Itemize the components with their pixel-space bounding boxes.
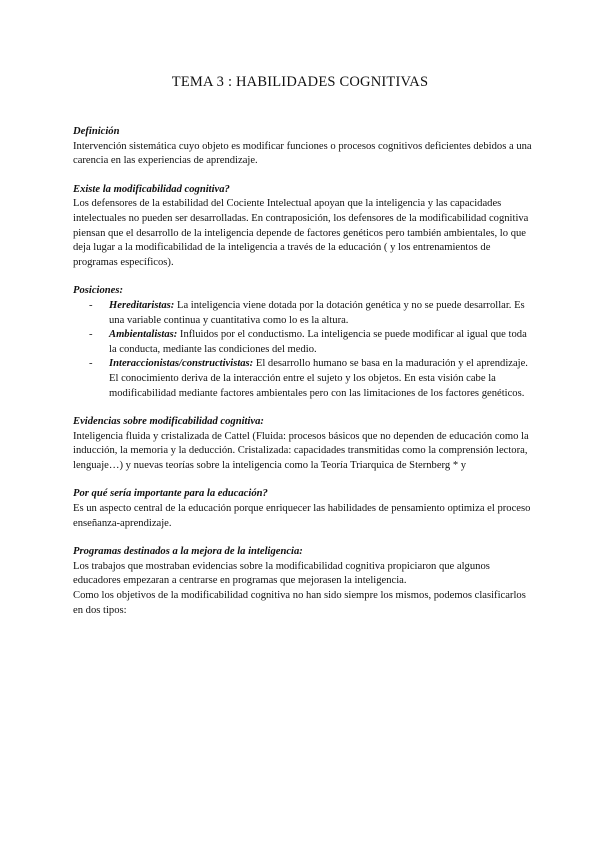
heading-definicion: Definición — [73, 126, 120, 137]
list-dash: - — [89, 358, 93, 370]
list-item — [73, 299, 533, 328]
heading-importante: Por qué sería importante para la educación? — [73, 488, 268, 500]
section-importante — [73, 487, 533, 531]
heading-programas: Programas destinados a la mejora de la inteligencia: — [73, 546, 303, 558]
document-body — [73, 125, 533, 632]
term-interaccionistas: Interaccionistas/constructivistas: — [109, 358, 254, 370]
list-dash: - — [89, 299, 93, 311]
section-definicion — [73, 125, 533, 169]
text-importante: Es un aspecto central de la educación porque enriquecer las habilidades de pensamiento optimiza el proceso enseñanza-aprendizaje. — [73, 503, 531, 529]
text-evidencias: Inteligencia fluida y cristalizada de Cattel (Fluida: procesos básicos que no dependen de educación como la inducción, la memoria y la deducción. Cristalizada: capacidades transmitidas como la comprensión lectora, lenguaje…) y nuevas teorías sobre la inteligencia como la Teoría Triarquica de Sternberg * y — [73, 430, 529, 471]
positions-list — [73, 299, 533, 401]
heading-evidencias: Evidencias sobre modificabilidad cognitiva: — [73, 416, 264, 428]
heading-existe: Existe la modificabilidad cognitiva? — [73, 183, 230, 195]
section-existe — [73, 183, 533, 271]
text-programas-1: Los trabajos que mostraban evidencias sobre la modificabilidad cognitiva propiciaron que algunos educadores empezaran a centrarse en programas que mejorasen la inteligencia. — [73, 560, 490, 587]
text-ambientalistas: Influidos por el conductismo. La inteligencia se puede modificar al igual que toda la conducta, mediante las condiciones del medio. — [109, 329, 527, 355]
section-posiciones — [73, 284, 533, 401]
term-hereditaristas: Hereditaristas: — [109, 299, 175, 311]
text-definicion: Intervención sistemática cuyo objeto es modificar funciones o procesos cognitivos deficientes debidos a una carencia en las experiencias de aprendizaje. — [73, 140, 532, 167]
term-ambientalistas: Ambientalistas: — [109, 329, 178, 341]
list-item — [73, 357, 533, 401]
list-dash: - — [89, 329, 93, 341]
heading-posiciones: Posiciones: — [73, 285, 124, 297]
section-evidencias — [73, 415, 533, 473]
page-title: TEMA 3 : HABILIDADES COGNITIVAS — [171, 74, 429, 90]
text-programas-2: Como los objetivos de la modificabilidad cognitiva no han sido siempre los mismos, podemos clasificarlos en dos tipos: — [73, 590, 526, 616]
text-interaccionistas: El desarrollo humano se basa en la maduración y el aprendizaje. El conocimiento deriva de la interacción entre el sujeto y los objetos. En esta visión cabe la modificabilidad mediante factores ambientales pero con las limitaciones de los factores genéticos. — [109, 358, 528, 399]
text-existe: Los defensores de la estabilidad del Cociente Intelectual apoyan que la inteligencia y las capacidades intelectuales no pueden ser desarrolladas. En contraposición, los defensores de la modificabilidad cognitiva piensan que el desarrollo de la inteligencia depende de factores genéticos pero también ambientales, lo que deja lugar a la modificabilidad de la inteligencia a través de la educación ( y los entrenamientos de programas específicos). — [73, 198, 529, 268]
text-hereditaristas: La inteligencia viene dotada por la dotación genética y no se puede desarrollar. Es una variable continua y cuantitativa como lo es la altura. — [109, 299, 525, 326]
list-item — [73, 328, 533, 357]
section-programas — [73, 545, 533, 618]
